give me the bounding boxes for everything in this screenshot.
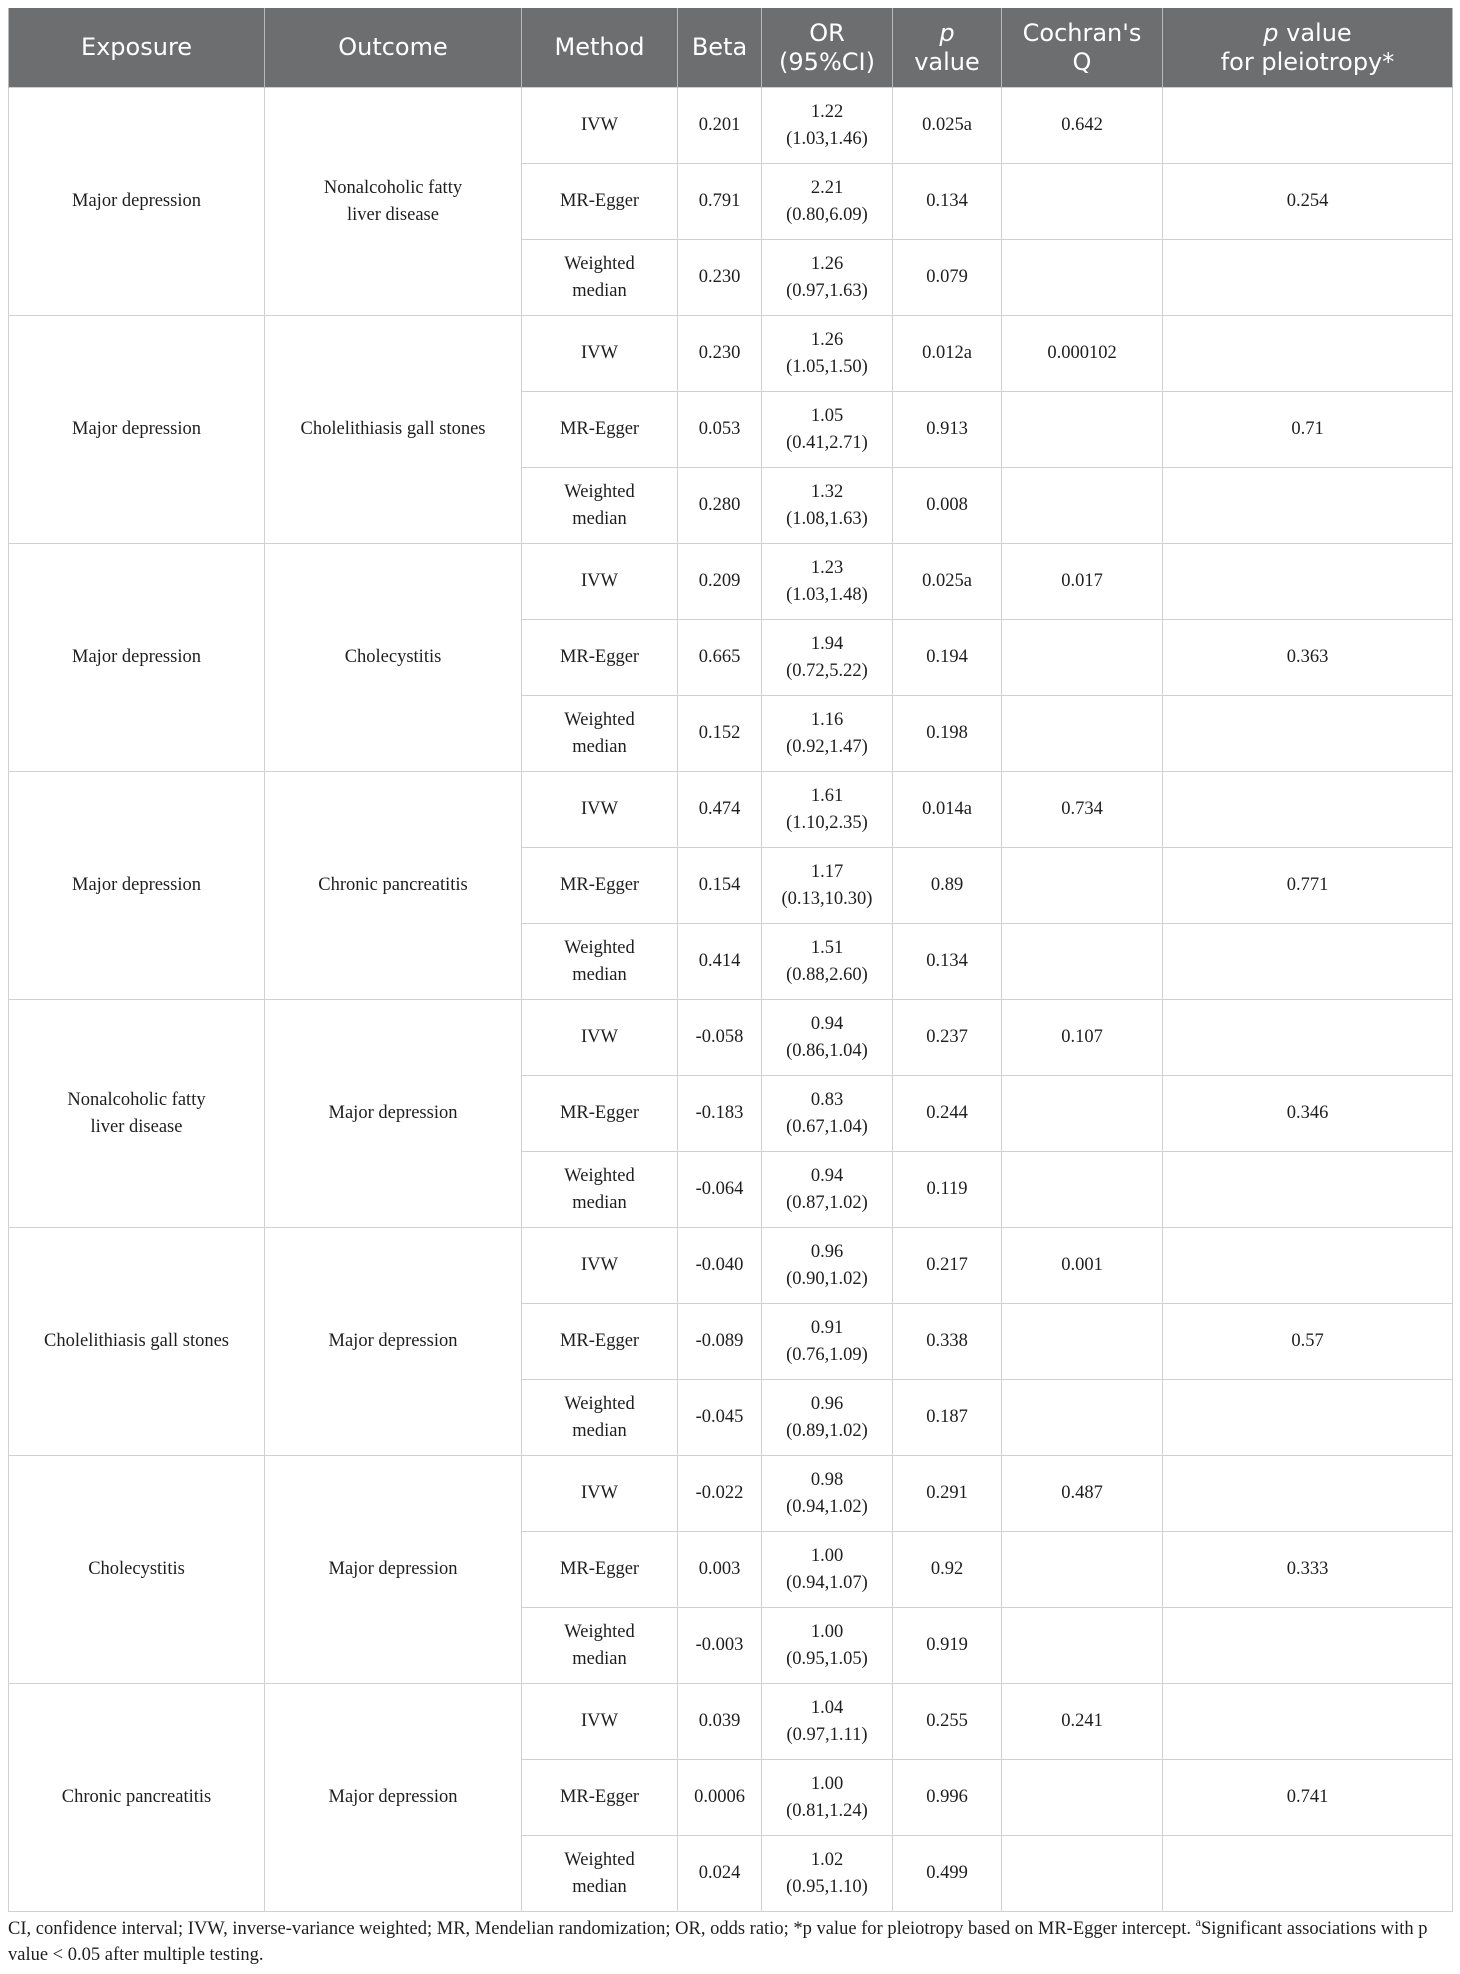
method-cell: IVW — [522, 772, 678, 848]
beta-cell: 0.053 — [678, 392, 762, 468]
method-cell: MR-Egger — [522, 164, 678, 240]
exposure-cell: Major depression — [9, 772, 265, 1000]
method-cell: IVW — [522, 1456, 678, 1532]
beta-cell: 0.0006 — [678, 1760, 762, 1836]
header-row — [9, 8, 1453, 88]
p-value-cell: 0.014a — [893, 772, 1002, 848]
pleiotropy-p-cell: 0.363 — [1163, 620, 1453, 696]
outcome-cell: Major depression — [265, 1228, 522, 1456]
header-pleiotropy-p: p value for pleiotropy* — [1163, 8, 1453, 88]
beta-cell: 0.024 — [678, 1836, 762, 1912]
beta-cell: -0.058 — [678, 1000, 762, 1076]
or-ci-cell: 0.94 (0.87,1.02) — [762, 1152, 893, 1228]
or-ci-cell: 1.02 (0.95,1.10) — [762, 1836, 893, 1912]
or-ci-cell: 1.22 (1.03,1.46) — [762, 88, 893, 164]
or-ci-cell: 0.96 (0.89,1.02) — [762, 1380, 893, 1456]
p-value-cell: 0.244 — [893, 1076, 1002, 1152]
method-cell: IVW — [522, 1228, 678, 1304]
method-cell: IVW — [522, 88, 678, 164]
cochran-q-cell: 0.017 — [1002, 544, 1163, 620]
cochran-q-cell-empty — [1002, 1608, 1163, 1684]
p-value-cell: 0.079 — [893, 240, 1002, 316]
cochran-q-cell-empty — [1002, 240, 1163, 316]
exposure-cell: Cholecystitis — [9, 1456, 265, 1684]
or-ci-cell: 2.21 (0.80,6.09) — [762, 164, 893, 240]
p-value-cell: 0.119 — [893, 1152, 1002, 1228]
table-row — [9, 772, 1453, 848]
header-cochran-q: Cochran's Q — [1002, 8, 1163, 88]
or-ci-cell: 1.26 (1.05,1.50) — [762, 316, 893, 392]
or-ci-cell: 1.51 (0.88,2.60) — [762, 924, 893, 1000]
header-exposure: Exposure — [9, 8, 265, 88]
or-ci-cell: 1.17 (0.13,10.30) — [762, 848, 893, 924]
pleiotropy-p-cell: 0.333 — [1163, 1532, 1453, 1608]
table-footnote: CI, confidence interval; IVW, inverse-variance weighted; MR, Mendelian randomization; OR, odds ratio; *p value for pleiotropy based on MR-Egger intercept. $^a$Significant associations with p value < 0.05 after multiple testing. — [8, 1915, 1428, 1965]
or-ci-cell: 1.00 (0.94,1.07) — [762, 1532, 893, 1608]
p-value-cell: 0.919 — [893, 1608, 1002, 1684]
table-row — [9, 544, 1453, 620]
method-cell: MR-Egger — [522, 392, 678, 468]
p-value-cell: 0.134 — [893, 924, 1002, 1000]
table-row — [9, 1228, 1453, 1304]
outcome-cell: Cholecystitis — [265, 544, 522, 772]
pleiotropy-p-cell: 0.771 — [1163, 848, 1453, 924]
method-cell: MR-Egger — [522, 1532, 678, 1608]
pleiotropy-p-cell-empty — [1163, 88, 1453, 164]
method-cell: MR-Egger — [522, 620, 678, 696]
p-value-cell: 0.025a — [893, 88, 1002, 164]
p-value-cell: 0.89 — [893, 848, 1002, 924]
cochran-q-cell: 0.001 — [1002, 1228, 1163, 1304]
beta-cell: -0.064 — [678, 1152, 762, 1228]
table-row — [9, 1000, 1453, 1076]
pleiotropy-p-cell-empty — [1163, 1608, 1453, 1684]
cochran-q-cell: 0.642 — [1002, 88, 1163, 164]
or-ci-cell: 0.83 (0.67,1.04) — [762, 1076, 893, 1152]
or-ci-cell: 0.94 (0.86,1.04) — [762, 1000, 893, 1076]
beta-cell: 0.039 — [678, 1684, 762, 1760]
or-ci-cell: 1.26 (0.97,1.63) — [762, 240, 893, 316]
cochran-q-cell-empty — [1002, 1760, 1163, 1836]
or-ci-cell: 1.94 (0.72,5.22) — [762, 620, 893, 696]
beta-cell: 0.230 — [678, 316, 762, 392]
p-value-cell: 0.008 — [893, 468, 1002, 544]
method-cell: Weighted median — [522, 1380, 678, 1456]
method-cell: MR-Egger — [522, 1304, 678, 1380]
pleiotropy-p-cell-empty — [1163, 1380, 1453, 1456]
pleiotropy-p-cell: 0.346 — [1163, 1076, 1453, 1152]
beta-cell: -0.040 — [678, 1228, 762, 1304]
beta-cell: 0.230 — [678, 240, 762, 316]
method-cell: IVW — [522, 1684, 678, 1760]
pleiotropy-p-cell-empty — [1163, 1836, 1453, 1912]
beta-cell: -0.045 — [678, 1380, 762, 1456]
pleiotropy-p-cell-empty — [1163, 1000, 1453, 1076]
outcome-cell: Major depression — [265, 1000, 522, 1228]
cochran-q-cell-empty — [1002, 696, 1163, 772]
beta-cell: 0.003 — [678, 1532, 762, 1608]
cochran-q-cell-empty — [1002, 468, 1163, 544]
cochran-q-cell-empty — [1002, 1304, 1163, 1380]
or-ci-cell: 0.91 (0.76,1.09) — [762, 1304, 893, 1380]
outcome-cell: Nonalcoholic fatty liver disease — [265, 88, 522, 316]
table-row — [9, 316, 1453, 392]
or-ci-cell: 1.04 (0.97,1.11) — [762, 1684, 893, 1760]
exposure-cell: Major depression — [9, 316, 265, 544]
outcome-cell: Chronic pancreatitis — [265, 772, 522, 1000]
beta-cell: -0.183 — [678, 1076, 762, 1152]
beta-cell: -0.003 — [678, 1608, 762, 1684]
cochran-q-cell: 0.487 — [1002, 1456, 1163, 1532]
method-cell: Weighted median — [522, 924, 678, 1000]
beta-cell: 0.201 — [678, 88, 762, 164]
method-cell: MR-Egger — [522, 1076, 678, 1152]
cochran-q-cell-empty — [1002, 1836, 1163, 1912]
method-cell: IVW — [522, 316, 678, 392]
cochran-q-cell: 0.000102 — [1002, 316, 1163, 392]
p-value-cell: 0.187 — [893, 1380, 1002, 1456]
cochran-q-cell-empty — [1002, 924, 1163, 1000]
cochran-q-cell-empty — [1002, 1152, 1163, 1228]
p-value-cell: 0.996 — [893, 1760, 1002, 1836]
method-cell: Weighted median — [522, 1608, 678, 1684]
table-row — [9, 88, 1453, 164]
p-value-cell: 0.913 — [893, 392, 1002, 468]
pleiotropy-p-cell-empty — [1163, 1228, 1453, 1304]
pleiotropy-p-cell: 0.57 — [1163, 1304, 1453, 1380]
exposure-cell: Cholelithiasis gall stones — [9, 1228, 265, 1456]
p-value-cell: 0.134 — [893, 164, 1002, 240]
pleiotropy-p-cell-empty — [1163, 696, 1453, 772]
pleiotropy-p-cell-empty — [1163, 240, 1453, 316]
or-ci-cell: 1.16 (0.92,1.47) — [762, 696, 893, 772]
or-ci-cell: 1.05 (0.41,2.71) — [762, 392, 893, 468]
p-value-cell: 0.198 — [893, 696, 1002, 772]
table-row — [9, 1456, 1453, 1532]
header-p-value: p value — [893, 8, 1002, 88]
beta-cell: 0.414 — [678, 924, 762, 1000]
or-ci-cell: 1.61 (1.10,2.35) — [762, 772, 893, 848]
table-body — [9, 88, 1453, 1912]
outcome-cell: Major depression — [265, 1456, 522, 1684]
or-ci-cell: 0.98 (0.94,1.02) — [762, 1456, 893, 1532]
table-row — [9, 1684, 1453, 1760]
beta-cell: 0.791 — [678, 164, 762, 240]
or-ci-cell: 0.96 (0.90,1.02) — [762, 1228, 893, 1304]
header-beta: Beta — [678, 8, 762, 88]
method-cell: Weighted median — [522, 696, 678, 772]
beta-cell: 0.209 — [678, 544, 762, 620]
or-ci-cell: 1.00 (0.81,1.24) — [762, 1760, 893, 1836]
p-value-cell: 0.194 — [893, 620, 1002, 696]
pleiotropy-p-cell-empty — [1163, 1152, 1453, 1228]
method-cell: IVW — [522, 1000, 678, 1076]
cochran-q-cell-empty — [1002, 620, 1163, 696]
cochran-q-cell-empty — [1002, 1380, 1163, 1456]
exposure-cell: Major depression — [9, 88, 265, 316]
header-outcome: Outcome — [265, 8, 522, 88]
beta-cell: 0.665 — [678, 620, 762, 696]
outcome-cell: Major depression — [265, 1684, 522, 1912]
pleiotropy-p-cell: 0.741 — [1163, 1760, 1453, 1836]
or-ci-cell: 1.00 (0.95,1.05) — [762, 1608, 893, 1684]
p-value-cell: 0.025a — [893, 544, 1002, 620]
method-cell: IVW — [522, 544, 678, 620]
cochran-q-cell-empty — [1002, 392, 1163, 468]
beta-cell: -0.022 — [678, 1456, 762, 1532]
header-method: Method — [522, 8, 678, 88]
pleiotropy-p-cell-empty — [1163, 924, 1453, 1000]
p-value-cell: 0.217 — [893, 1228, 1002, 1304]
method-cell: MR-Egger — [522, 1760, 678, 1836]
mr-results-table — [8, 8, 1453, 1912]
outcome-cell: Cholelithiasis gall stones — [265, 316, 522, 544]
pleiotropy-p-cell-empty — [1163, 316, 1453, 392]
exposure-cell: Chronic pancreatitis — [9, 1684, 265, 1912]
cochran-q-cell-empty — [1002, 1076, 1163, 1152]
pleiotropy-p-cell-empty — [1163, 544, 1453, 620]
pleiotropy-p-cell: 0.71 — [1163, 392, 1453, 468]
or-ci-cell: 1.23 (1.03,1.48) — [762, 544, 893, 620]
p-value-cell: 0.499 — [893, 1836, 1002, 1912]
beta-cell: 0.474 — [678, 772, 762, 848]
cochran-q-cell: 0.107 — [1002, 1000, 1163, 1076]
method-cell: Weighted median — [522, 240, 678, 316]
header-or: OR (95%CI) — [762, 8, 893, 88]
pleiotropy-p-cell-empty — [1163, 772, 1453, 848]
exposure-cell: Major depression — [9, 544, 265, 772]
cochran-q-cell-empty — [1002, 1532, 1163, 1608]
p-value-cell: 0.338 — [893, 1304, 1002, 1380]
cochran-q-cell-empty — [1002, 848, 1163, 924]
or-ci-cell: 1.32 (1.08,1.63) — [762, 468, 893, 544]
beta-cell: 0.154 — [678, 848, 762, 924]
table-container — [8, 8, 1452, 1912]
p-value-cell: 0.012a — [893, 316, 1002, 392]
method-cell: MR-Egger — [522, 848, 678, 924]
method-cell: Weighted median — [522, 1152, 678, 1228]
pleiotropy-p-cell-empty — [1163, 1684, 1453, 1760]
beta-cell: -0.089 — [678, 1304, 762, 1380]
cochran-q-cell-empty — [1002, 164, 1163, 240]
pleiotropy-p-cell: 0.254 — [1163, 164, 1453, 240]
cochran-q-cell: 0.734 — [1002, 772, 1163, 848]
p-value-cell: 0.291 — [893, 1456, 1002, 1532]
cochran-q-cell: 0.241 — [1002, 1684, 1163, 1760]
exposure-cell: Nonalcoholic fatty liver disease — [9, 1000, 265, 1228]
beta-cell: 0.280 — [678, 468, 762, 544]
method-cell: Weighted median — [522, 468, 678, 544]
pleiotropy-p-cell-empty — [1163, 468, 1453, 544]
method-cell: Weighted median — [522, 1836, 678, 1912]
p-value-cell: 0.237 — [893, 1000, 1002, 1076]
p-value-cell: 0.255 — [893, 1684, 1002, 1760]
p-value-cell: 0.92 — [893, 1532, 1002, 1608]
beta-cell: 0.152 — [678, 696, 762, 772]
pleiotropy-p-cell-empty — [1163, 1456, 1453, 1532]
